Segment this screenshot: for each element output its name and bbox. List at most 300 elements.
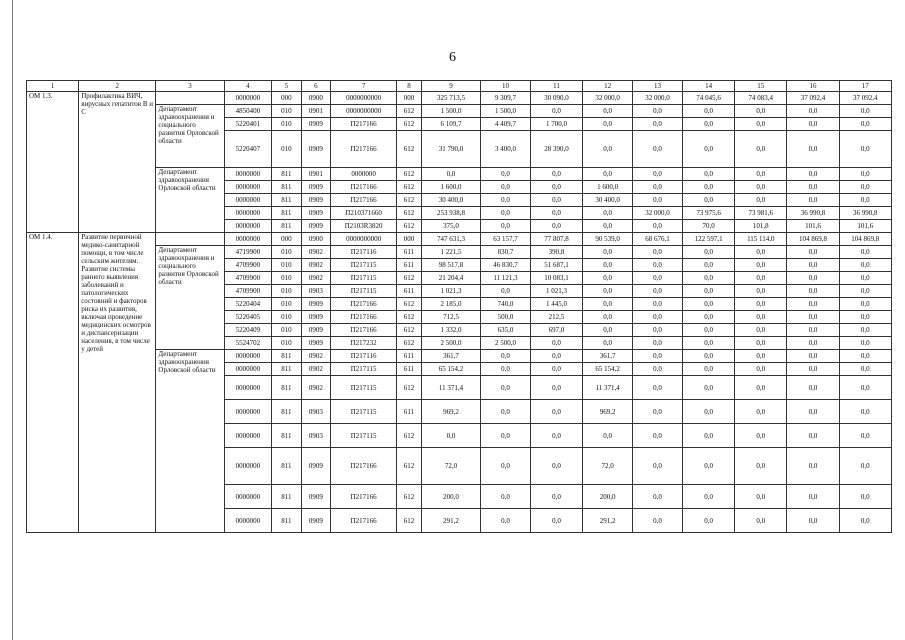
table-cell: 0901 xyxy=(301,105,331,118)
table-cell: 612 xyxy=(397,272,422,285)
table-cell: 1 700,0 xyxy=(530,118,582,131)
table-cell: 0,0 xyxy=(583,259,633,272)
table-cell: 0,0 xyxy=(480,376,530,400)
table-cell: 0,0 xyxy=(633,311,683,324)
table-cell: 0,0 xyxy=(787,363,839,376)
table-cell: 1 600,0 xyxy=(583,181,633,194)
table-cell: 2 500,0 xyxy=(480,337,530,350)
table-cell: 612 xyxy=(397,118,422,131)
table-cell: 0903 xyxy=(301,285,331,298)
table-cell: 0,0 xyxy=(735,118,787,131)
table-cell: 2 185,0 xyxy=(421,298,480,311)
table-cell: 0,0 xyxy=(787,118,839,131)
table-cell: 0,0 xyxy=(735,285,787,298)
table-cell: 0,0 xyxy=(583,131,633,168)
table-cell: 0,0 xyxy=(839,105,891,118)
table-cell: 0,0 xyxy=(633,181,683,194)
table-cell: 0,0 xyxy=(839,246,891,259)
table-cell: 0,0 xyxy=(787,509,839,533)
table-cell: 0,0 xyxy=(633,220,683,233)
table-cell: 0,0 xyxy=(787,350,839,363)
table-cell: 0,0 xyxy=(735,259,787,272)
table-row xyxy=(27,92,892,105)
table-cell: 32 000,0 xyxy=(633,207,683,220)
table-cell: 0,0 xyxy=(480,350,530,363)
table-cell: 0909 xyxy=(301,337,331,350)
table-cell: 4709900 xyxy=(224,272,272,285)
table-cell: 0,0 xyxy=(683,350,735,363)
column-number-6: 6 xyxy=(301,81,331,92)
table-cell: 51 687,1 xyxy=(530,259,582,272)
table-cell: 611 xyxy=(397,285,422,298)
table-cell: 612 xyxy=(397,168,422,181)
table-cell: 612 xyxy=(397,448,422,485)
table-cell: 0,0 xyxy=(787,131,839,168)
table-cell: 0,0 xyxy=(583,207,633,220)
table-cell: 811 xyxy=(272,220,302,233)
table-cell: 0,0 xyxy=(530,220,582,233)
page-edge-line xyxy=(12,0,13,640)
table-cell: 31 790,0 xyxy=(421,131,480,168)
table-cell: 0,0 xyxy=(583,298,633,311)
table-cell: 0,0 xyxy=(735,298,787,311)
table-cell: 0,0 xyxy=(583,337,633,350)
table-cell: 0,0 xyxy=(583,272,633,285)
table-cell: 0,0 xyxy=(787,194,839,207)
table-cell: 000 xyxy=(272,233,302,246)
table-cell: П217166 xyxy=(331,324,397,337)
table-cell: 0,0 xyxy=(839,350,891,363)
column-number-10: 10 xyxy=(480,81,530,92)
table-cell: 612 xyxy=(397,181,422,194)
table-cell: 0,0 xyxy=(633,324,683,337)
table-cell: 4709900 xyxy=(224,259,272,272)
table-cell: 0,0 xyxy=(787,485,839,509)
table-cell: П217166 xyxy=(331,118,397,131)
table-cell: 0,0 xyxy=(735,509,787,533)
table-cell: 0000000 xyxy=(224,363,272,376)
table-cell: 77 807,8 xyxy=(530,233,582,246)
table-cell: 000 xyxy=(272,92,302,105)
table-cell: 0,0 xyxy=(530,485,582,509)
table-cell: 0,0 xyxy=(480,207,530,220)
table-cell: 612 xyxy=(397,337,422,350)
table-cell: 30 400,0 xyxy=(421,194,480,207)
table-cell: 0909 xyxy=(301,324,331,337)
table-cell: 0,0 xyxy=(530,424,582,448)
table-cell: 500,0 xyxy=(480,311,530,324)
table-cell: 46 830,7 xyxy=(480,259,530,272)
table-cell: 1 221,5 xyxy=(421,246,480,259)
table-cell: 010 xyxy=(272,298,302,311)
table-cell: 30 400,0 xyxy=(583,194,633,207)
table-cell: 0,0 xyxy=(839,448,891,485)
executor-label: Департамент здравоохранения Орловской области xyxy=(156,168,224,233)
table-cell: 0000000 xyxy=(224,194,272,207)
table-cell: П217166 xyxy=(331,311,397,324)
table-cell: П217166 xyxy=(331,448,397,485)
table-cell: 4 409,7 xyxy=(480,118,530,131)
table-cell: 0,0 xyxy=(735,272,787,285)
table-cell: 0000000 xyxy=(224,181,272,194)
table-cell: 0,0 xyxy=(683,118,735,131)
table-cell: 0902 xyxy=(301,376,331,400)
column-number-15: 15 xyxy=(735,81,787,92)
table-cell: 65 154,2 xyxy=(421,363,480,376)
table-cell: 611 xyxy=(397,246,422,259)
table-cell: 0000000000 xyxy=(331,92,397,105)
table-cell: 0,0 xyxy=(683,181,735,194)
column-number-14: 14 xyxy=(683,81,735,92)
table-cell: 0000000 xyxy=(224,92,272,105)
table-cell: 291,2 xyxy=(583,509,633,533)
table-cell: 969,2 xyxy=(583,400,633,424)
table-cell: П2103R3820 xyxy=(331,220,397,233)
table-cell: 0,0 xyxy=(683,424,735,448)
table-cell: 0,0 xyxy=(583,118,633,131)
column-number-11: 11 xyxy=(530,81,582,92)
table-cell: 1 021,3 xyxy=(530,285,582,298)
table-cell: 0902 xyxy=(301,246,331,259)
table-cell: 0,0 xyxy=(633,246,683,259)
table-cell: 0,0 xyxy=(683,400,735,424)
table-cell: 612 xyxy=(397,131,422,168)
table-cell: 0,0 xyxy=(839,311,891,324)
table-cell: 0,0 xyxy=(633,168,683,181)
table-cell: 0,0 xyxy=(787,285,839,298)
table-cell: 11 371,4 xyxy=(583,376,633,400)
table-cell: 0,0 xyxy=(683,311,735,324)
table-cell: 0,0 xyxy=(583,168,633,181)
table-cell: 0,0 xyxy=(530,363,582,376)
table-cell: 0,0 xyxy=(480,448,530,485)
table-cell: 375,0 xyxy=(421,220,480,233)
table-cell: 5220405 xyxy=(224,311,272,324)
table-cell: 200,0 xyxy=(583,485,633,509)
table-cell: 9 309,7 xyxy=(480,92,530,105)
table-cell: 0,0 xyxy=(735,400,787,424)
table-cell: 611 xyxy=(397,400,422,424)
table-cell: П217115 xyxy=(331,424,397,448)
table-cell: 0,0 xyxy=(787,400,839,424)
table-cell: 612 xyxy=(397,424,422,448)
table-cell: 0,0 xyxy=(839,181,891,194)
header-row xyxy=(27,81,892,92)
executor-empty xyxy=(156,233,224,246)
table-cell: 0,0 xyxy=(787,246,839,259)
table-cell: 0,0 xyxy=(633,105,683,118)
table-cell: 0,0 xyxy=(735,131,787,168)
table-cell: 1 600,0 xyxy=(421,181,480,194)
table-cell: П217232 xyxy=(331,337,397,350)
table-cell: 0909 xyxy=(301,298,331,311)
table-cell: 5220404 xyxy=(224,298,272,311)
table-cell: 73 981,6 xyxy=(735,207,787,220)
table-cell: П217166 xyxy=(331,485,397,509)
table-cell: 0,0 xyxy=(839,298,891,311)
table-cell: 612 xyxy=(397,220,422,233)
table-cell: 811 xyxy=(272,400,302,424)
table-cell: 0,0 xyxy=(633,194,683,207)
table-cell: 0,0 xyxy=(633,485,683,509)
table-cell: 0,0 xyxy=(480,363,530,376)
table-cell: 0,0 xyxy=(683,298,735,311)
table-cell: 115 114,0 xyxy=(735,233,787,246)
table-cell: 1 500,0 xyxy=(480,105,530,118)
table-cell: 104 869,8 xyxy=(787,233,839,246)
table-cell: 0,0 xyxy=(839,118,891,131)
table-cell: 68 676,1 xyxy=(633,233,683,246)
table-cell: П217116 xyxy=(331,350,397,363)
table-cell: 0,0 xyxy=(583,246,633,259)
section-name: Развитие первичной медико-санитарной помощи, в том числе сельским жителям. Развитие системы раннего выявления заболеваний и патологических состояний и факторов риска их развития, включая проведение медицинских осмотров и диспансеризации населения, в том числе у детей xyxy=(79,233,156,533)
table-cell: 0,0 xyxy=(683,363,735,376)
table-cell: 0,0 xyxy=(683,259,735,272)
table-cell: 0,0 xyxy=(839,363,891,376)
table-cell: 0,0 xyxy=(633,285,683,298)
table-cell: 010 xyxy=(272,131,302,168)
table-cell: 0,0 xyxy=(683,448,735,485)
table-cell: 0,0 xyxy=(683,131,735,168)
table-cell: 0,0 xyxy=(683,376,735,400)
section-code: ОМ 1.4. xyxy=(27,233,79,533)
table-cell: 28 390,0 xyxy=(530,131,582,168)
table-cell: 010 xyxy=(272,246,302,259)
table-cell: 0,0 xyxy=(683,337,735,350)
table-cell: 0,0 xyxy=(633,448,683,485)
table-cell: 0,0 xyxy=(633,509,683,533)
table-cell: 0,0 xyxy=(839,337,891,350)
table-cell: 5220407 xyxy=(224,131,272,168)
table-cell: 612 xyxy=(397,485,422,509)
table-cell: П217166 xyxy=(331,509,397,533)
table-cell: 0,0 xyxy=(735,376,787,400)
table-cell: 0000000000 xyxy=(331,233,397,246)
table-cell: 747 631,3 xyxy=(421,233,480,246)
table-cell: 0,0 xyxy=(735,246,787,259)
table-cell: 0909 xyxy=(301,181,331,194)
table-cell: 37 092,4 xyxy=(839,92,891,105)
table-cell: 0,0 xyxy=(839,272,891,285)
executor-label: Департамент здравоохранения Орловской области xyxy=(156,350,224,533)
table-cell: 0,0 xyxy=(583,324,633,337)
column-number-3: 3 xyxy=(156,81,224,92)
table-cell: 0,0 xyxy=(839,194,891,207)
table-cell: 0,0 xyxy=(735,485,787,509)
table-cell: 0901 xyxy=(301,168,331,181)
table-cell: 5220409 xyxy=(224,324,272,337)
table-cell: 0000000 xyxy=(224,350,272,363)
table-cell: 122 597,1 xyxy=(683,233,735,246)
table-cell: 0,0 xyxy=(683,194,735,207)
table-cell: 0,0 xyxy=(735,350,787,363)
table-cell: 11 371,4 xyxy=(421,376,480,400)
table-cell: 0,0 xyxy=(683,324,735,337)
table-cell: П217116 xyxy=(331,246,397,259)
table-cell: 811 xyxy=(272,168,302,181)
table-cell: 0,0 xyxy=(735,311,787,324)
table-cell: 0,0 xyxy=(633,376,683,400)
table-cell: 969,2 xyxy=(421,400,480,424)
table-cell: 36 990,8 xyxy=(839,207,891,220)
table-cell: 811 xyxy=(272,376,302,400)
table-cell: 635,0 xyxy=(480,324,530,337)
table-row xyxy=(27,105,892,118)
table-cell: 0,0 xyxy=(633,272,683,285)
table-cell: 0000000 xyxy=(224,220,272,233)
table-cell: 0000000 xyxy=(224,485,272,509)
table-cell: 0902 xyxy=(301,363,331,376)
table-cell: 5524702 xyxy=(224,337,272,350)
table-cell: 612 xyxy=(397,324,422,337)
table-cell: 0,0 xyxy=(633,424,683,448)
table-cell: 0,0 xyxy=(787,181,839,194)
table-cell: П217166 xyxy=(331,181,397,194)
table-cell: 0,0 xyxy=(683,105,735,118)
table-cell: 0,0 xyxy=(839,485,891,509)
table-cell: 0,0 xyxy=(583,105,633,118)
table-cell: 0,0 xyxy=(480,509,530,533)
table-cell: 0902 xyxy=(301,350,331,363)
table-cell: 212,5 xyxy=(530,311,582,324)
table-cell: 0909 xyxy=(301,220,331,233)
table-cell: 0,0 xyxy=(530,400,582,424)
table-cell: 90 539,0 xyxy=(583,233,633,246)
table-cell: 2 500,0 xyxy=(421,337,480,350)
table-cell: 101,6 xyxy=(787,220,839,233)
table-cell: 0,0 xyxy=(530,194,582,207)
table-cell: 0,0 xyxy=(530,337,582,350)
executor-label: Департамент здравоохранения и социального развития Орловской области xyxy=(156,105,224,168)
table-cell: 10 083,1 xyxy=(530,272,582,285)
table-cell: 0,0 xyxy=(530,105,582,118)
column-number-4: 4 xyxy=(224,81,272,92)
table-cell: 65 154,2 xyxy=(583,363,633,376)
table-cell: 830,7 xyxy=(480,246,530,259)
table-cell: 000 xyxy=(397,233,422,246)
table-cell: 611 xyxy=(397,350,422,363)
table-cell: 0,0 xyxy=(787,272,839,285)
table-cell: 0000000 xyxy=(224,424,272,448)
table-cell: 0000000000 xyxy=(331,105,397,118)
table-cell: 0,0 xyxy=(735,424,787,448)
table-row xyxy=(27,246,892,259)
column-number-2: 2 xyxy=(79,81,156,92)
table-cell: 611 xyxy=(397,259,422,272)
table-row xyxy=(27,350,892,363)
table-cell: 0,0 xyxy=(839,259,891,272)
table-cell: 63 157,7 xyxy=(480,233,530,246)
table-cell: 0,0 xyxy=(839,509,891,533)
table-cell: 0,0 xyxy=(583,424,633,448)
table-cell: П217115 xyxy=(331,400,397,424)
table-cell: 010 xyxy=(272,285,302,298)
table-cell: 0000000 xyxy=(224,400,272,424)
executor-empty xyxy=(156,92,224,105)
table-cell: 0,0 xyxy=(735,324,787,337)
budget-table xyxy=(26,80,892,533)
table-cell: 0,0 xyxy=(421,424,480,448)
table-cell: 712,5 xyxy=(421,311,480,324)
table-cell: 74 045,6 xyxy=(683,92,735,105)
table-cell: 0,0 xyxy=(480,285,530,298)
table-cell: 612 xyxy=(397,509,422,533)
table-cell: 325 713,5 xyxy=(421,92,480,105)
table-cell: 811 xyxy=(272,181,302,194)
table-cell: 0,0 xyxy=(683,168,735,181)
table-cell: П210371660 xyxy=(331,207,397,220)
table-cell: 811 xyxy=(272,194,302,207)
column-number-7: 7 xyxy=(331,81,397,92)
table-cell: 1 445,0 xyxy=(530,298,582,311)
column-number-13: 13 xyxy=(633,81,683,92)
column-number-16: 16 xyxy=(787,81,839,92)
table-cell: 0,0 xyxy=(735,363,787,376)
table-cell: П217115 xyxy=(331,285,397,298)
table-cell: 0909 xyxy=(301,311,331,324)
table-cell: 0,0 xyxy=(683,272,735,285)
table-cell: 0,0 xyxy=(735,448,787,485)
table-cell: 361,7 xyxy=(583,350,633,363)
table-cell: 30 090,0 xyxy=(530,92,582,105)
table-cell: 0,0 xyxy=(735,337,787,350)
table-cell: 0909 xyxy=(301,448,331,485)
table-cell: 010 xyxy=(272,272,302,285)
table-cell: 0000000 xyxy=(224,509,272,533)
table-cell: 0,0 xyxy=(735,168,787,181)
table-cell: П217166 xyxy=(331,194,397,207)
table-cell: 811 xyxy=(272,448,302,485)
table-cell: 010 xyxy=(272,337,302,350)
table-cell: П217115 xyxy=(331,363,397,376)
table-cell: 0,0 xyxy=(633,350,683,363)
table-cell: 0909 xyxy=(301,509,331,533)
table-cell: 0,0 xyxy=(530,207,582,220)
table-cell: 73 975,6 xyxy=(683,207,735,220)
table-cell: 0902 xyxy=(301,272,331,285)
table-cell: 200,0 xyxy=(421,485,480,509)
table-cell: 0,0 xyxy=(480,400,530,424)
table-cell: 0,0 xyxy=(735,181,787,194)
table-cell: 811 xyxy=(272,207,302,220)
table-cell: 0,0 xyxy=(735,105,787,118)
table-cell: 0000000 xyxy=(224,168,272,181)
executor-label: Департамент здравоохранения и социального развития Орловской области xyxy=(156,246,224,350)
table-cell: 390,8 xyxy=(530,246,582,259)
table-cell: 0,0 xyxy=(633,118,683,131)
table-cell: 37 092,4 xyxy=(787,92,839,105)
table-cell: 5220401 xyxy=(224,118,272,131)
column-number-1: 1 xyxy=(27,81,79,92)
table-cell: 291,2 xyxy=(421,509,480,533)
table-cell: 74 083,4 xyxy=(735,92,787,105)
table-cell: 611 xyxy=(397,363,422,376)
table-cell: 0,0 xyxy=(787,168,839,181)
table-cell: 0,0 xyxy=(839,376,891,400)
table-cell: 0,0 xyxy=(787,105,839,118)
table-cell: 104 869,8 xyxy=(839,233,891,246)
table-cell: 612 xyxy=(397,311,422,324)
table-cell: 612 xyxy=(397,105,422,118)
table-cell: 0,0 xyxy=(480,168,530,181)
table-cell: 1 500,0 xyxy=(421,105,480,118)
table-cell: 612 xyxy=(397,298,422,311)
table-cell: 010 xyxy=(272,259,302,272)
table-cell: 0,0 xyxy=(633,298,683,311)
table-cell: 0,0 xyxy=(583,311,633,324)
table-cell: 0,0 xyxy=(839,424,891,448)
table-cell: 0902 xyxy=(301,259,331,272)
